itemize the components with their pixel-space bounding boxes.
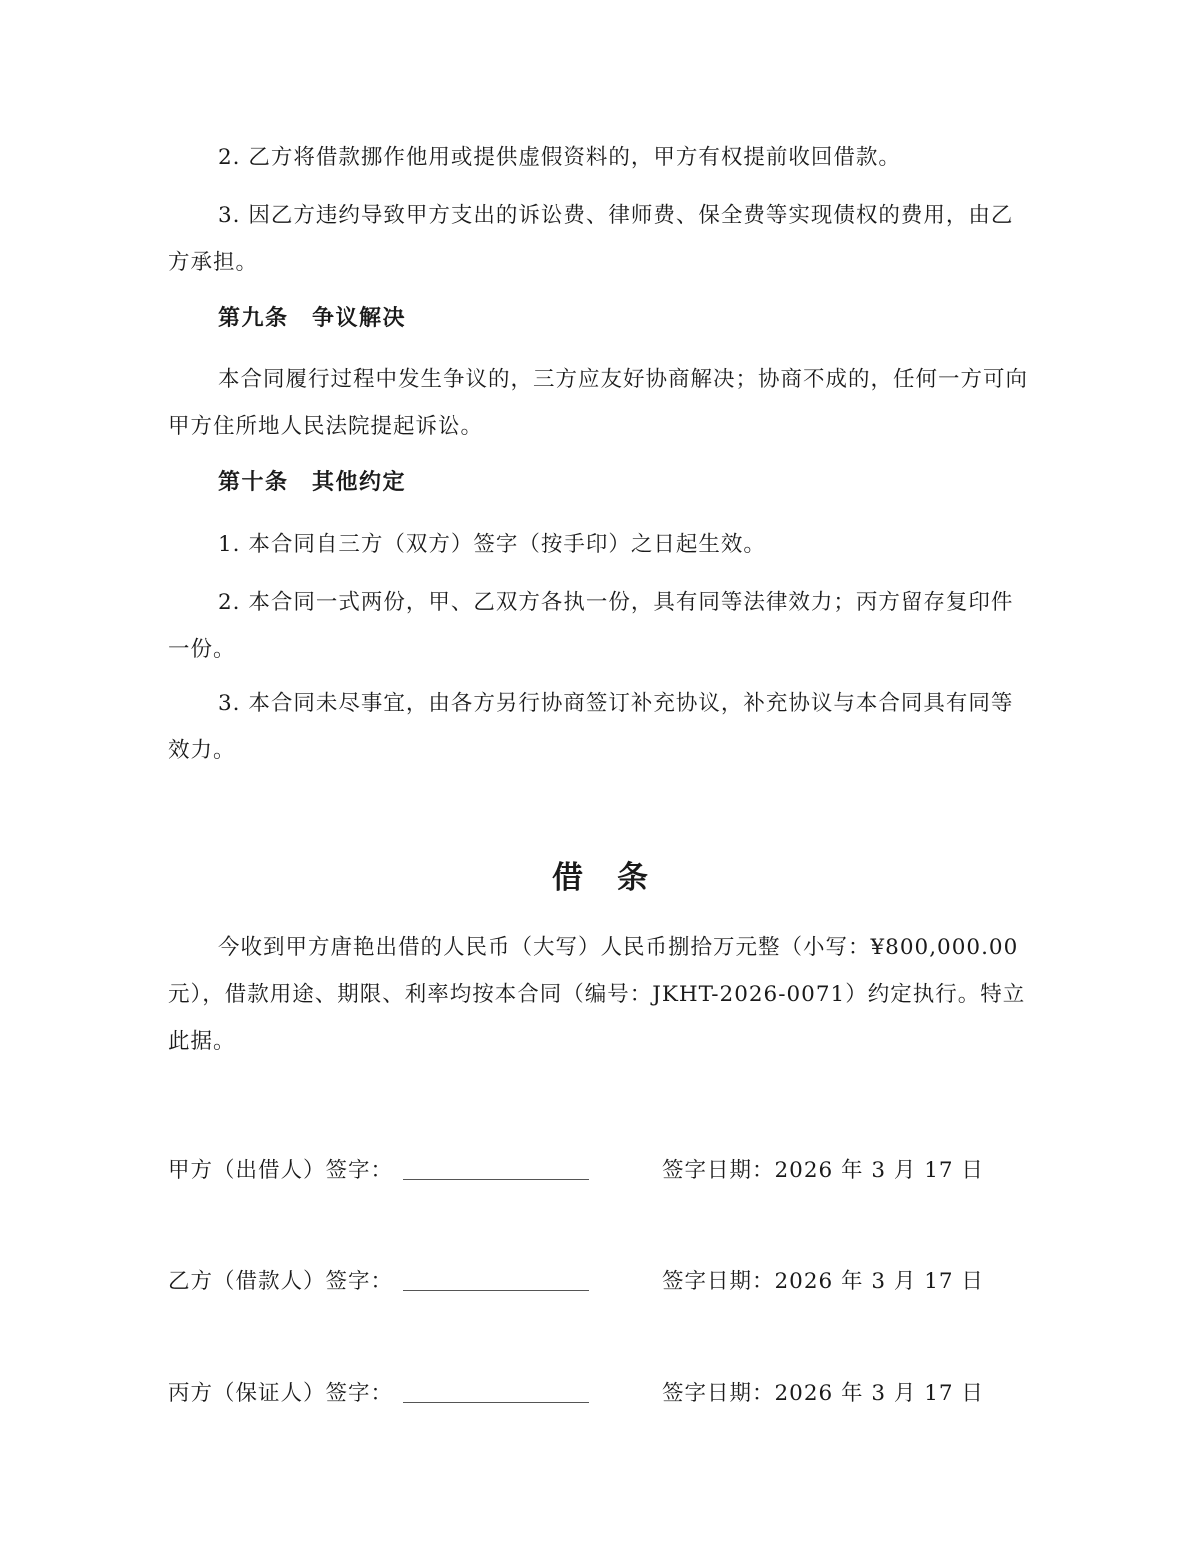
article10-item-3: 3. 本合同未尽事宜，由各方另行协商签订补充协议，补充协议与本合同具有同等效力。: [168, 691, 1014, 763]
signature-label: 丙方（保证人）签字：: [168, 1381, 394, 1406]
article10-heading: 第十条 其他约定: [218, 469, 407, 495]
signature-date: 签字日期：2026 年 3 月 17 日: [662, 1158, 984, 1183]
article8-item-2: 2. 乙方将借款挪作他用或提供虚假资料的，甲方有权提前收回借款。: [218, 145, 901, 170]
signature-row-party-b: [168, 1264, 1028, 1304]
article9-heading: 第九条 争议解决: [218, 305, 407, 331]
signature-label: 乙方（借款人）签字：: [168, 1269, 394, 1294]
iou-title: 借条: [552, 860, 682, 896]
signature-line: [403, 1179, 589, 1180]
signature-row-party-a: [168, 1153, 1028, 1193]
signature-line: [403, 1402, 589, 1403]
iou-body: 今收到甲方唐艳出借的人民币（大写）人民币捌拾万元整（小写：¥800,000.00元），借款用途、期限、利率均按本合同（编号：JKHT-2026-0071）约定执行。特立此据。: [168, 935, 1026, 1054]
signature-label: 甲方（出借人）签字：: [168, 1158, 394, 1183]
signature-line: [403, 1290, 589, 1291]
article8-item-3: 3. 因乙方违约导致甲方支出的诉讼费、律师费、保全费等实现债权的费用，由乙方承担。: [168, 203, 1014, 275]
signature-date: 签字日期：2026 年 3 月 17 日: [662, 1381, 984, 1406]
article9-body: 本合同履行过程中发生争议的，三方应友好协商解决；协商不成的，任何一方可向甲方住所地人民法院提起诉讼。: [168, 367, 1029, 439]
article10-item-2: 2. 本合同一式两份，甲、乙双方各执一份，具有同等法律效力；丙方留存复印件一份。: [168, 590, 1014, 662]
article10-item-1: 1. 本合同自三方（双方）签字（按手印）之日起生效。: [218, 532, 766, 557]
signature-row-party-c: [168, 1376, 1028, 1416]
signature-date: 签字日期：2026 年 3 月 17 日: [662, 1269, 984, 1294]
